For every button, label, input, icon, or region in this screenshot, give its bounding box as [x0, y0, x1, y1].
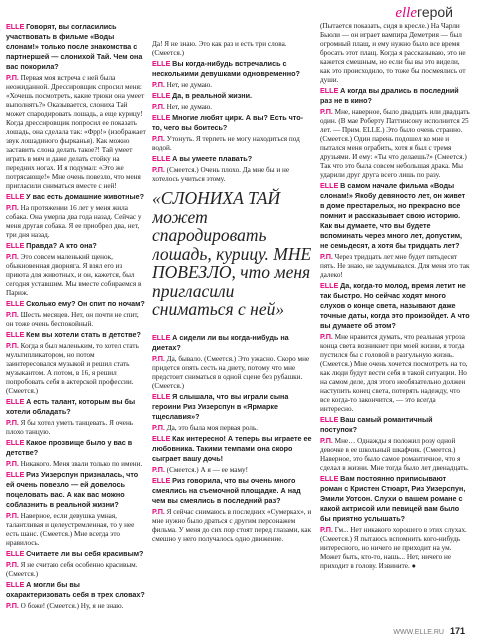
answer-text: Я не считаю себя особенно красивым. (Смеется.) — [6, 561, 138, 578]
speaker-label: Р.П. — [6, 310, 19, 319]
interview-paragraph — [320, 86, 470, 106]
speaker-label: ELLE — [152, 113, 171, 122]
question-text: А есть талант, которым вы бы хотели обладать? — [6, 397, 136, 416]
interview-paragraph — [6, 192, 146, 202]
interview-paragraph — [6, 73, 146, 191]
answer-text: (Смеется.) А я — ее маму! — [166, 466, 248, 474]
answer-text: Мне нравится думать, что реальная угроза конца света возникнет при моей жизни, я тогда пустился бы с головой в разгульную жизнь. (Смеется.) Мне очень хочется посмотреть на то, как люди будут вести себя в такой ситуации. Но на самом деле, для этого необязательно должен наступить конец света, потерять надежду, что все когда-то закончится, — это всегда интересно. — [320, 333, 468, 413]
speaker-label: Р.П. — [6, 601, 19, 610]
interview-paragraph — [320, 436, 470, 473]
answer-text: Наверное, если девушка умная, талантливая и целеустремленная, то у нее есть шанс. (Смеется.) Мне всегда это нравилось. — [6, 512, 135, 547]
interview-paragraph — [152, 392, 312, 422]
question-text: А когда вы дрались в последний раз не в кино? — [320, 86, 459, 105]
interview-paragraph — [152, 423, 312, 433]
answer-text: Это совсем маленький щенок, обыкновенная дворняга. Я взял его из приюта для животных, и он, кажется, был сегодня уставшим. Мы вместе собираемся в Париж. — [6, 253, 142, 297]
question-text: Сколько ему? Он спит по ночам? — [26, 299, 145, 308]
answer-text: Через тридцать лет мне будет пятьдесят пять. Не знаю, не задумывался. Для меня это так далеко! — [320, 253, 470, 279]
speaker-label: Р.П. — [6, 341, 19, 350]
interview-paragraph — [152, 113, 312, 133]
page-header — [395, 4, 453, 22]
interview-paragraph — [6, 241, 146, 251]
question-text: В самом начале фильма «Воды слонам!» Якобу девяносто лет, он живет в доме престарелых, но прекрасно все помнит и рассказывает свою историю. Как вы думаете, что вы будете вспоминать через много лет, допустим, не семьдесят, а хотя бы тридцать лет? — [320, 181, 466, 250]
speaker-label: Р.П. — [152, 354, 165, 363]
speaker-label: ELLE — [6, 549, 25, 558]
interview-paragraph — [6, 397, 146, 417]
speaker-label: Р.П. — [152, 423, 165, 432]
interview-paragraph — [6, 560, 146, 579]
speaker-label: ELLE — [152, 434, 171, 443]
question-text: Кем вы хотели стать в детстве? — [26, 330, 141, 339]
column-2-top — [152, 40, 312, 183]
speaker-label: Р.П. — [6, 203, 19, 212]
speaker-label: Р.П. — [320, 252, 333, 261]
interview-paragraph — [6, 601, 146, 611]
answer-text: Да, бывало. (Смеется.) Это ужасно. Скоро мне придется опять сесть на диету, потому что мне предстоит сниматься в одной сцене без рубашки. (Смеется.) — [152, 355, 310, 390]
speaker-label: Р.П. — [152, 102, 165, 111]
interview-paragraph — [152, 80, 312, 90]
interview-paragraph — [152, 333, 312, 353]
question-text: У вас есть домашние животные? — [26, 192, 145, 201]
answer-text: (Пытается показать, сидя в кресле.) На Чарли Бьюли — он играет вампира Деметрия — был огромный плащ, и ему нужно было все время бросать этот плащ. Когда я рассказываю, это не кажется смешным, но если бы вы это видели, как это происходило, то тоже бы посмеялись от души. — [320, 22, 466, 84]
speaker-label: Р.П. — [320, 436, 333, 445]
page-number: 171 — [449, 626, 465, 636]
page-footer — [393, 626, 465, 636]
speaker-label: ELLE — [6, 192, 25, 201]
speaker-label: Р.П. — [6, 418, 19, 427]
speaker-label: Р.П. — [6, 511, 19, 520]
answer-text: На протяжении 16 лет у меня жила собака. Она умерла два года назад. Сейчас у меня другая собака. Я ее приобрел два, нет, три дня назад. — [6, 204, 142, 239]
interview-paragraph — [152, 102, 312, 112]
interview-paragraph — [6, 299, 146, 309]
question-text: Многие любят цирк. А вы? Есть что-то, чего вы боитесь? — [152, 113, 304, 132]
interview-paragraph — [6, 330, 146, 340]
interview-paragraph — [6, 252, 146, 298]
answer-text: О боже! (Смеется.) Ну, я не знаю. — [20, 602, 124, 610]
interview-paragraph — [6, 341, 146, 396]
footer-url: WWW.ELLE.RU — [393, 629, 444, 636]
speaker-label: ELLE — [6, 397, 25, 406]
interview-paragraph — [320, 252, 470, 280]
answer-text: Утонуть. Я терпеть не могу находиться под водой. — [152, 135, 300, 152]
interview-paragraph — [6, 511, 146, 548]
speaker-label: Р.П. — [6, 560, 19, 569]
question-text: Какое прозвище было у вас в детстве? — [6, 438, 133, 457]
question-text: Вы когда-нибудь встречались с несколькими девушками одновременно? — [152, 59, 300, 78]
interview-paragraph — [320, 525, 470, 571]
speaker-label: Р.П. — [152, 80, 165, 89]
answer-text: Шесть месяцев. Нет, он почти не спит, он тоже очень беспокойный. — [6, 311, 139, 328]
interview-paragraph — [152, 507, 312, 544]
interview-paragraph — [320, 22, 470, 85]
speaker-label: Р.П. — [152, 165, 165, 174]
answer-text: Мне, наверное, было двадцать или двадцать один. (В мае Роберту Паттинсону исполнится 25 лет. — Прим. ELLE.) Это было очень странно. (Смеется.) Один парень подошел ко мне и пытался меня ограбить, хотя я был с тремя друзьями. И ему: «Ты что делаешь?» (Смеется.) Так что это была совсем небольшая драка. Мы ударили друг друга всего лишь по разу. — [320, 108, 470, 179]
answer-text: Никакого. Меня звали только по имени. — [20, 460, 143, 468]
answer-text: Да, это была моя первая роль. — [166, 424, 259, 432]
speaker-label: ELLE — [320, 281, 339, 290]
speaker-label: Р.П. — [320, 525, 333, 534]
magazine-brand: elle — [395, 5, 418, 21]
interview-paragraph — [152, 40, 312, 58]
speaker-label: ELLE — [6, 470, 25, 479]
speaker-label: ELLE — [6, 241, 25, 250]
speaker-label: ELLE — [320, 181, 339, 190]
speaker-label: Р.П. — [152, 134, 165, 143]
interview-column-3 — [320, 22, 470, 618]
question-text: Правда? А кто она? — [26, 241, 97, 250]
answer-text: (Смеется.) Очень плохо. Да мне бы и не хотелось учиться этому. — [152, 166, 290, 183]
speaker-label: Р.П. — [152, 465, 165, 474]
interview-paragraph — [152, 165, 312, 183]
interview-paragraph — [320, 474, 470, 524]
interview-paragraph — [152, 134, 312, 153]
interview-paragraph — [6, 310, 146, 329]
speaker-label: ELLE — [152, 333, 171, 342]
question-text: Да, в реальной жизни. — [172, 91, 253, 100]
speaker-label: ELLE — [320, 415, 339, 424]
interview-paragraph — [320, 181, 470, 251]
interview-paragraph — [152, 91, 312, 101]
question-text: Вам постоянно приписывают роман с Кристен Стюарт, Риз Уизерспун, Эмили Уотсон. Слухи о вашем романе с какой актрисой или певицей вам было бы приятно услышать? — [320, 474, 466, 523]
answer-text: Нет, не думаю. — [166, 81, 213, 89]
pull-quote: «СЛОНИХА ТАЙ может спародировать лошадь, курицу. МНЕ ПОВЕЗЛО, что меня пригласили сниматься с ней» — [152, 188, 312, 319]
question-text: А могли бы вы охарактеризовать себя в трех словах? — [6, 580, 145, 599]
interview-paragraph — [6, 459, 146, 469]
speaker-label: Р.П. — [6, 73, 19, 82]
speaker-label: ELLE — [152, 59, 171, 68]
column-2-bottom — [152, 333, 312, 618]
question-text: Как интересно! А теперь вы играете ее любовника. Такими темпами она скоро сыграет вашу дочь! — [152, 434, 312, 463]
speaker-label: Р.П. — [320, 332, 333, 341]
interview-paragraph — [320, 281, 470, 331]
interview-column-2 — [152, 40, 312, 618]
interview-paragraph — [320, 107, 470, 180]
answer-text: Мне… Однажды я положил розу одной девочке в ее школьный шкафчик. (Смеется.) Наверное, это было самое романтичное, что я сделал в жизни. Мне тогда было лет двенадцать. — [320, 437, 469, 472]
question-text: Риз говорила, что вы очень много смеялись на съемочной площадке. А над чем вы смеялись в последний раз? — [152, 476, 301, 505]
speaker-label: ELLE — [6, 580, 25, 589]
interview-paragraph — [6, 549, 146, 559]
question-text: Риз Уизерспун призналась, что ей очень повезло — ей довелось поцеловать вас. А как вас можно соблазнить в реальной жизни? — [6, 470, 139, 509]
answer-text: Когда я был маленьким, то хотел стать мультипликатором, но потом заинтересовался музыкой и решил стать музыкантом. А потом, в 16, я решил попробовать себя в актерской профессии. (Смеется.) — [6, 342, 139, 395]
speaker-label: ELLE — [6, 22, 25, 31]
speaker-label: ELLE — [152, 91, 171, 100]
interview-paragraph — [152, 476, 312, 506]
interview-paragraph — [152, 354, 312, 391]
speaker-label: Р.П. — [6, 252, 19, 261]
question-text: Я слышала, что вы играли сына героини Риз Уизерспун в «Ярмарке тщеславия»? — [152, 392, 289, 421]
speaker-label: ELLE — [152, 476, 171, 485]
speaker-label: Р.П. — [152, 507, 165, 516]
answer-text: Да! Я не знаю. Это как раз и есть три слова. (Смеется.) — [152, 40, 287, 57]
interview-paragraph — [152, 434, 312, 464]
speaker-label: Р.П. — [6, 459, 19, 468]
interview-paragraph — [6, 438, 146, 458]
speaker-label: ELLE — [6, 330, 25, 339]
interview-paragraph — [152, 465, 312, 475]
interview-paragraph — [6, 470, 146, 510]
interview-paragraph — [6, 580, 146, 600]
question-text: А сидели ли вы когда-нибудь на диетах? — [152, 333, 289, 352]
speaker-label: ELLE — [152, 154, 171, 163]
speaker-label: ELLE — [6, 299, 25, 308]
interview-paragraph — [152, 59, 312, 79]
question-text: Говорят, вы согласились участвовать в фильме «Воды слонам!» только после знакомства с партнершей — слонихой Тай. Чем она вас покорила? — [6, 22, 143, 71]
answer-text: Первая моя встреча с ней была неожиданной. Дрессировщик спросил меня: «Хочешь посмотреть, какие трюки она умеет выполнять?» Оказывается, слониха Тай может спародировать лошадь, а еще курицу! Когда дрессировщик попросил ее показать лошадь, она сделала так: «Фрр!» (изображает звук лошадиного фырканья). Как можно заставить слона делать такое?! Тай умеет играть в мяч и даже делать стойку на передних ногах. И я подумал: «Это же потрясающе!» Мне очень повезло, что меня пригласили сниматься вместе с ней! — [6, 74, 146, 190]
speaker-label: ELLE — [320, 474, 339, 483]
interview-paragraph — [6, 418, 146, 437]
answer-text: Гм... Нет никакого хорошего в этих слухах. (Смеется.) Я пытаюсь вспомнить кого-нибудь интересного, но ничего не приходит на ум. Может быть, кто-то, нашь... Нет, ничего не приходит в голову. Извините. ● — [320, 526, 467, 570]
speaker-label: ELLE — [152, 392, 171, 401]
answer-text: Я сейчас снимаюсь в последних «Сумерках», и мне нужно было драться с другим персонажем фильма. У меня до сих пор стоят перед глазами, как смешно у него получалось одно движение. — [152, 508, 312, 543]
answer-text: Нет, не думаю. — [166, 103, 213, 111]
section-title: герой — [417, 4, 453, 20]
interview-column-1 — [6, 22, 146, 618]
question-text: А вы умеете плавать? — [172, 154, 253, 163]
interview-paragraph — [320, 415, 470, 435]
speaker-label: Р.П. — [320, 107, 333, 116]
speaker-label: ELLE — [320, 86, 339, 95]
interview-paragraph — [152, 154, 312, 164]
interview-paragraph — [320, 332, 470, 414]
interview-paragraph — [6, 203, 146, 240]
question-text: Ваш самый романтичный поступок? — [320, 415, 433, 434]
question-text: Считаете ли вы себя красивым? — [26, 549, 144, 558]
interview-paragraph — [6, 22, 146, 72]
question-text: Да, когда-то молод, время летит не так быстро. Но сейчас ходят много слухов о конце света, называют даже точные даты, когда это произойдет. А что вы думаете об этом? — [320, 281, 470, 330]
speaker-label: ELLE — [6, 438, 25, 447]
answer-text: Я бы хотел уметь танцевать. Я очень плохо танцую. — [6, 419, 134, 436]
